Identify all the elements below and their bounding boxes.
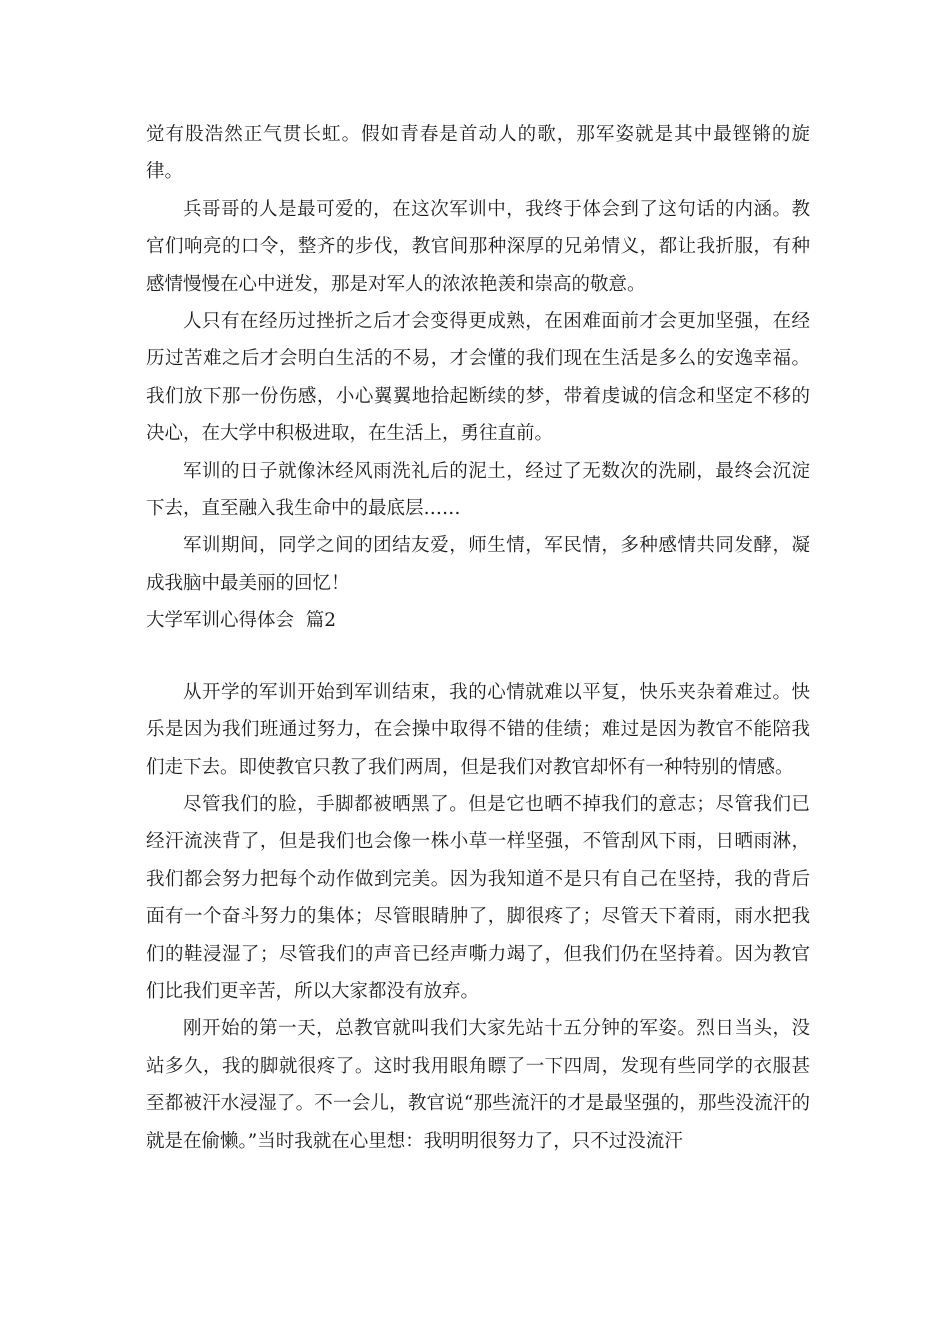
section-heading: 大学军训心得体会 篇2 xyxy=(146,610,337,632)
paragraph-4: 军训的日子就像沐经风雨洗礼后的泥土，经过了无数次的洗刷，最终会沉淀下去，直至融入我生命中的最底层…… xyxy=(146,460,810,520)
paragraph-1: 觉有股浩然正气贯长虹。假如青春是首动人的歌，那军姿就是其中最铿锵的旋律。 xyxy=(146,124,810,183)
paragraph-3: 人只有在经历过挫折之后才会变得更成熟，在困难面前才会更加坚强，在经历过苦难之后才会明白生活的不易，才会懂的我们现在生活是多么的安逸幸福。我们放下那一份伤感，小心翼翼地拾起断续的梦，带着虔诚的信念和坚定不移的决心，在大学中积极进取，在生活上，勇往直前。 xyxy=(146,311,810,445)
paragraph-2: 兵哥哥的人是最可爱的，在这次军训中，我终于体会到了这句话的内涵。教官们响亮的口令，整齐的步伐，教官间那种深厚的兄弟情义，都让我折服，有种感情慢慢在心中迸发，那是对军人的浓浓艳羡和崇高的敬意。 xyxy=(146,198,810,295)
paragraph-8: 刚开始的第一天，总教官就叫我们大家先站十五分钟的军姿。烈日当头，没站多久，我的脚就很疼了。这时我用眼角瞟了一下四周，发现有些同学的衣服甚至都被汗水浸湿了。不一会儿，教官说“那些流汗的才是最坚强的，那些没流汗的就是在偷懒。”当时我就在心里想：我明明很努力了，只不过没流汗 xyxy=(146,1018,810,1152)
document-page xyxy=(146,116,810,1160)
paragraph-7: 尽管我们的脸，手脚都被晒黑了。但是它也晒不掉我们的意志；尽管我们已经汗流浃背了，但是我们也会像一株小草一样坚强，不管刮风下雨，日晒雨淋，我们都会努力把每个动作做到完美。因为我知道不是只有自己在坚持，我的背后面有一个奋斗努力的集体；尽管眼睛肿了，脚很疼了；尽管天下着雨，雨水把我们的鞋浸湿了；尽管我们的声音已经声嘶力竭了，但我们仍在坚持着。因为教官们比我们更辛苦，所以大家都没有放弃。 xyxy=(146,793,810,1002)
paragraph-6: 从开学的军训开始到军训结束，我的心情就难以平复，快乐夹杂着难过。快乐是因为我们班通过努力，在会操中取得不错的佳绩；难过是因为教官不能陪我们走下去。即使教官只教了我们两周，但是我们对教官却怀有一种特别的情感。 xyxy=(146,681,810,778)
section-gap xyxy=(146,640,810,674)
paragraph-5: 军训期间，同学之间的团结友爱，师生情，军民情，多种感情共同发酵，凝成我脑中最美丽的回忆！ xyxy=(146,535,810,594)
